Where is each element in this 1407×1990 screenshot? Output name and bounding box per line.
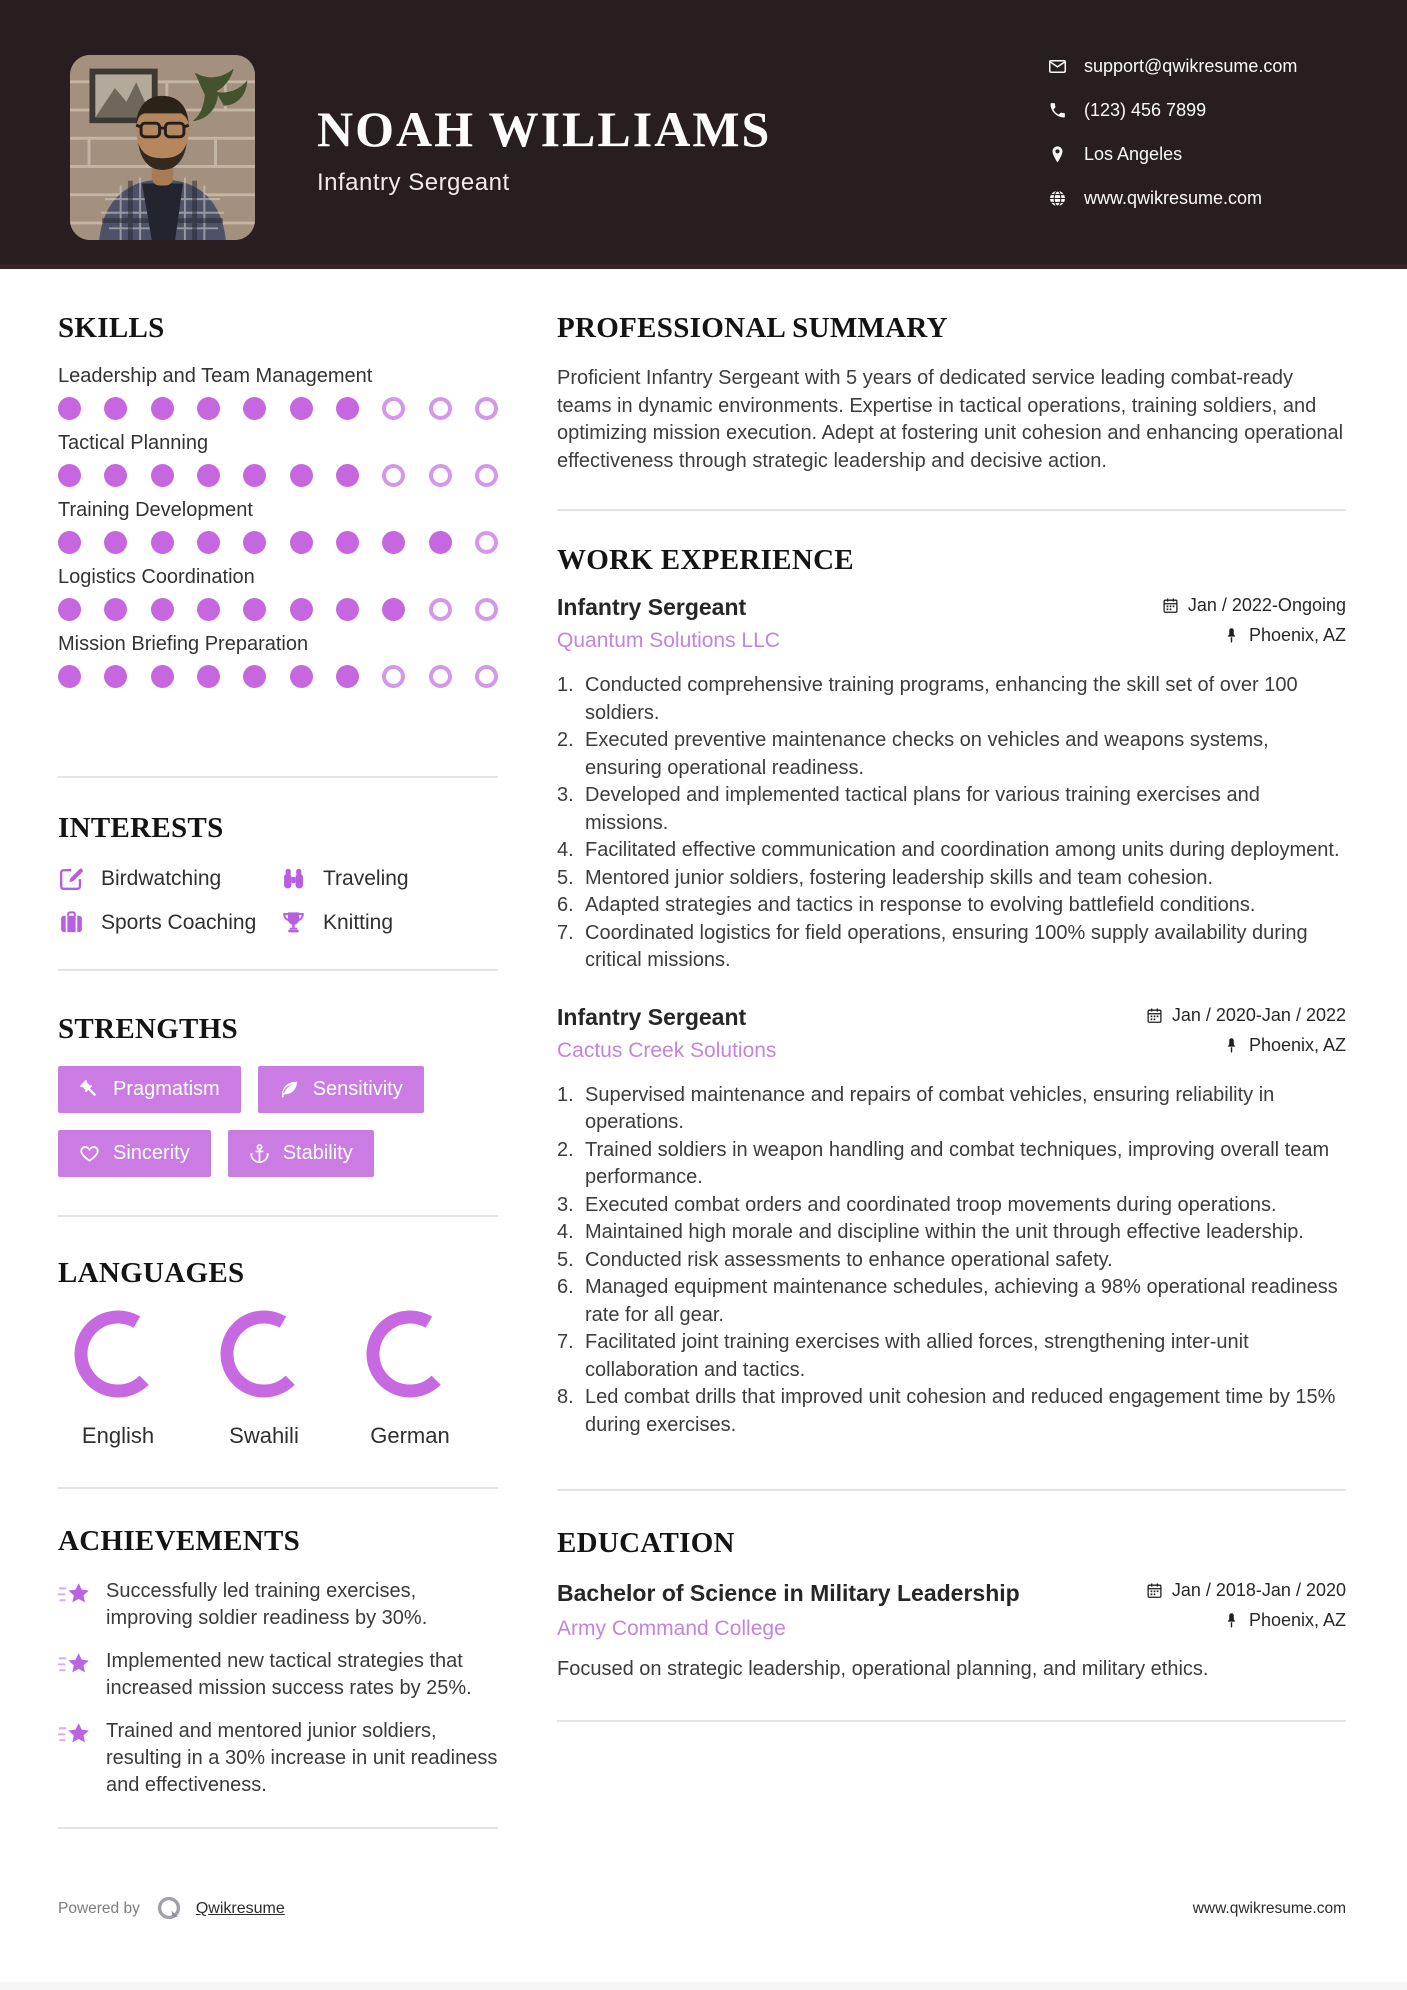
rating-dot-filled bbox=[290, 464, 313, 487]
job-bullet: Conducted comprehensive training programs, enhancing the skill set of over 100 soldiers. bbox=[585, 674, 1298, 724]
strength-chip bbox=[228, 1130, 374, 1177]
rating-dot-filled bbox=[429, 531, 452, 554]
divider bbox=[58, 969, 498, 971]
rating-dot-filled bbox=[336, 598, 359, 621]
interest-label: Sports Coaching bbox=[101, 910, 257, 934]
achievement-item bbox=[58, 1578, 498, 1632]
language-ring bbox=[366, 1310, 454, 1398]
job-company[interactable]: Cactus Creek Solutions bbox=[557, 1038, 777, 1062]
skill-item bbox=[58, 633, 498, 688]
rating-dot-filled bbox=[197, 531, 220, 554]
job-meta bbox=[1146, 1005, 1346, 1065]
skill-item bbox=[58, 566, 498, 621]
job-bullet: Trained soldiers in weapon handling and combat techniques, improving overall team performance. bbox=[585, 1138, 1330, 1188]
rating-dot-empty bbox=[382, 665, 405, 688]
job-title-block bbox=[557, 1005, 776, 1063]
achievement-text: Trained and mentored junior soldiers, resulting in a 30% increase in unit readiness and effectiveness. bbox=[106, 1720, 498, 1796]
rating-dot-filled bbox=[58, 598, 81, 621]
skill-item bbox=[58, 365, 498, 420]
interest-label: Traveling bbox=[323, 866, 409, 890]
skill-rating bbox=[58, 665, 498, 688]
right-column bbox=[557, 314, 1346, 1829]
calendar-icon bbox=[1146, 1582, 1163, 1599]
person-name: NOAH WILLIAMS bbox=[317, 101, 772, 157]
job-location bbox=[1162, 625, 1346, 646]
page-bottom-strip bbox=[0, 1982, 1407, 1990]
job-dates bbox=[1162, 595, 1346, 616]
rating-dot-empty bbox=[382, 397, 405, 420]
job-bullet: Maintained high morale and discipline within the unit through effective leadership. bbox=[585, 1221, 1304, 1243]
contact-email[interactable] bbox=[1048, 56, 1297, 77]
contact-location bbox=[1048, 144, 1297, 165]
rating-dot-filled bbox=[58, 397, 81, 420]
interest-label: Knitting bbox=[323, 910, 394, 934]
job-title: Infantry Sergeant bbox=[557, 594, 747, 620]
job-title-block bbox=[557, 595, 780, 653]
achievements-heading: ACHIEVEMENTS bbox=[58, 1525, 301, 1557]
rating-dot-filled bbox=[336, 531, 359, 554]
job-bullet: Facilitated joint training exercises with allied forces, strengthening inter-unit collaboration and tactics. bbox=[585, 1331, 1249, 1381]
skill-rating bbox=[58, 397, 498, 420]
achievement-text: Successfully led training exercises, improving soldier readiness by 30%. bbox=[106, 1580, 428, 1629]
achievement-item bbox=[58, 1718, 498, 1799]
education-dates bbox=[1146, 1580, 1346, 1601]
interest-item bbox=[280, 909, 498, 936]
rating-dot-filled bbox=[104, 665, 127, 688]
contact-email-text: support@qwikresume.com bbox=[1084, 56, 1298, 76]
main-content bbox=[0, 269, 1407, 1829]
divider bbox=[557, 1489, 1346, 1491]
job-header bbox=[557, 1005, 1346, 1065]
strengths-heading: STRENGTHS bbox=[58, 1013, 238, 1045]
profile-photo bbox=[70, 55, 255, 240]
rating-dot-filled bbox=[243, 665, 266, 688]
rating-dot-empty bbox=[475, 464, 498, 487]
rating-dot-empty bbox=[429, 665, 452, 688]
job-bullet: Managed equipment maintenance schedules, achieving a 98% operational readiness rate for all gear. bbox=[585, 1276, 1338, 1326]
anchor-icon bbox=[249, 1143, 270, 1164]
rating-dot-filled bbox=[58, 665, 81, 688]
rating-dot-filled bbox=[336, 464, 359, 487]
job-bullet: Facilitated effective communication and coordination among units during deployment. bbox=[585, 839, 1340, 861]
job-bullet-list bbox=[557, 1082, 1346, 1440]
shooting-star-icon bbox=[58, 1579, 92, 1609]
pushpin-icon bbox=[1223, 1612, 1240, 1629]
interest-item bbox=[58, 909, 280, 936]
rating-dot-filled bbox=[290, 531, 313, 554]
rating-dot-filled bbox=[290, 665, 313, 688]
gavel-icon bbox=[79, 1079, 100, 1100]
rating-dot-filled bbox=[382, 598, 405, 621]
education-school[interactable]: Army Command College bbox=[557, 1617, 786, 1640]
contact-phone-text: (123) 456 7899 bbox=[1084, 100, 1207, 120]
rating-dot-filled bbox=[197, 397, 220, 420]
achievement-item bbox=[58, 1648, 498, 1702]
job-bullet: Mentored junior soldiers, fostering leadership skills and team cohesion. bbox=[585, 866, 1214, 889]
interests-heading: INTERESTS bbox=[58, 812, 224, 844]
skill-label: Tactical Planning bbox=[58, 432, 209, 454]
job-entry bbox=[557, 595, 1346, 975]
footer bbox=[58, 1894, 1346, 1924]
rating-dot-empty bbox=[429, 464, 452, 487]
job-bullet: Supervised maintenance and repairs of combat vehicles, ensuring reliability in operations. bbox=[585, 1083, 1275, 1133]
person-title: Infantry Sergeant bbox=[317, 169, 510, 196]
rating-dot-filled bbox=[58, 531, 81, 554]
rating-dot-empty bbox=[475, 665, 498, 688]
qwikresume-link[interactable]: Qwikresume bbox=[195, 1900, 285, 1917]
strengths-list bbox=[58, 1066, 498, 1177]
divider bbox=[58, 1487, 498, 1489]
calendar-icon bbox=[1162, 597, 1179, 614]
profile-photo-illustration bbox=[70, 55, 255, 240]
job-dates-text: Jan / 2022-Ongoing bbox=[1187, 595, 1346, 615]
skill-rating bbox=[58, 598, 498, 621]
job-title: Infantry Sergeant bbox=[557, 1003, 747, 1030]
job-entry bbox=[557, 1005, 1346, 1440]
phone-icon bbox=[1048, 101, 1067, 120]
education-dates-text: Jan / 2018-Jan / 2020 bbox=[1171, 1580, 1346, 1600]
interest-label: Birdwatching bbox=[101, 866, 222, 890]
powered-by-label: Powered by bbox=[58, 1900, 140, 1917]
rating-dot-filled bbox=[243, 397, 266, 420]
qwikresume-logo-icon bbox=[155, 1894, 185, 1924]
summary-text: Proficient Infantry Sergeant with 5 years of dedicated service leading combat-ready teams in dynamic environments. Expertise in tactical operations, training soldiers, and optimizing mission execution. Adept at fostering unit cohesion and enhancing operational effectiveness through strategic leadership and decisive action. bbox=[557, 367, 1344, 472]
rating-dot-empty bbox=[475, 598, 498, 621]
name-block bbox=[317, 101, 772, 197]
language-item bbox=[350, 1310, 470, 1449]
binoculars-icon bbox=[280, 865, 307, 892]
job-location-text: Phoenix, AZ bbox=[1248, 1034, 1346, 1055]
education-entry bbox=[557, 1580, 1346, 1641]
education-description: Focused on strategic leadership, operational planning, and military ethics. bbox=[557, 1658, 1209, 1680]
contact-list bbox=[1048, 56, 1297, 232]
job-bullet: Adapted strategies and tactics in response to evolving battlefield conditions. bbox=[585, 894, 1256, 916]
rating-dot-filled bbox=[336, 665, 359, 688]
footer-website[interactable]: www.qwikresume.com bbox=[1192, 1900, 1346, 1917]
language-label: German bbox=[370, 1423, 450, 1448]
globe-icon bbox=[1048, 189, 1067, 208]
skill-label: Training Development bbox=[58, 499, 253, 521]
rating-dot-filled bbox=[58, 464, 81, 487]
rating-dot-empty bbox=[382, 464, 405, 487]
rating-dot-filled bbox=[336, 397, 359, 420]
languages-list bbox=[58, 1310, 498, 1449]
job-bullet: Conducted risk assessments to enhance operational safety. bbox=[585, 1248, 1113, 1271]
education-location bbox=[1146, 1610, 1346, 1631]
interests-list bbox=[58, 865, 498, 936]
language-ring bbox=[74, 1310, 162, 1398]
rating-dot-filled bbox=[151, 397, 174, 420]
rating-dot-filled bbox=[243, 531, 266, 554]
pushpin-icon bbox=[1223, 627, 1240, 644]
contact-website-text: www.qwikresume.com bbox=[1084, 188, 1263, 208]
rating-dot-filled bbox=[197, 598, 220, 621]
strength-label: Sincerity bbox=[113, 1142, 190, 1164]
rating-dot-filled bbox=[382, 531, 405, 554]
education-meta bbox=[1146, 1580, 1346, 1640]
skill-rating bbox=[58, 531, 498, 554]
pushpin-icon bbox=[1223, 1037, 1240, 1054]
skills-list bbox=[58, 365, 498, 688]
contact-website[interactable] bbox=[1048, 188, 1297, 209]
education-title-block bbox=[557, 1580, 1020, 1641]
rating-dot-filled bbox=[290, 598, 313, 621]
left-column bbox=[58, 314, 498, 1829]
skill-item bbox=[58, 499, 498, 554]
divider bbox=[557, 1720, 1346, 1722]
skill-label: Leadership and Team Management bbox=[58, 365, 373, 387]
rating-dot-filled bbox=[197, 464, 220, 487]
language-item bbox=[204, 1310, 324, 1449]
rating-dot-filled bbox=[151, 531, 174, 554]
rating-dot-filled bbox=[243, 598, 266, 621]
job-header bbox=[557, 595, 1346, 655]
strength-label: Sensitivity bbox=[312, 1078, 403, 1100]
job-location-text: Phoenix, AZ bbox=[1248, 625, 1346, 645]
email-icon bbox=[1048, 57, 1067, 76]
strength-chip bbox=[58, 1066, 241, 1113]
skill-item bbox=[58, 432, 498, 487]
rating-dot-empty bbox=[429, 598, 452, 621]
header bbox=[0, 0, 1407, 269]
skill-label: Mission Briefing Preparation bbox=[58, 633, 309, 655]
language-item bbox=[58, 1310, 178, 1449]
education-location-text: Phoenix, AZ bbox=[1248, 1610, 1346, 1630]
heart-icon bbox=[79, 1143, 100, 1164]
rating-dot-filled bbox=[104, 598, 127, 621]
location-icon bbox=[1048, 145, 1067, 164]
rating-dot-empty bbox=[475, 531, 498, 554]
language-label: Swahili bbox=[229, 1423, 299, 1448]
job-company[interactable]: Quantum Solutions LLC bbox=[557, 629, 780, 653]
interest-item bbox=[58, 865, 280, 892]
skill-rating bbox=[58, 464, 498, 487]
divider bbox=[557, 509, 1346, 511]
divider bbox=[58, 1827, 498, 1829]
leaf-icon bbox=[279, 1079, 300, 1100]
job-bullet: Led combat drills that improved unit cohesion and reduced engagement time by 15% during exercises. bbox=[585, 1386, 1336, 1436]
trophy-icon bbox=[280, 909, 307, 936]
achievement-text: Implemented new tactical strategies that increased mission success rates by 25%. bbox=[106, 1650, 472, 1699]
strength-chip bbox=[258, 1066, 424, 1113]
rating-dot-filled bbox=[197, 665, 220, 688]
summary-heading: PROFESSIONAL SUMMARY bbox=[557, 312, 948, 344]
rating-dot-filled bbox=[104, 531, 127, 554]
divider bbox=[58, 776, 498, 778]
education-heading: EDUCATION bbox=[557, 1527, 735, 1559]
education-degree: Bachelor of Science in Military Leadership bbox=[557, 1580, 1020, 1606]
rating-dot-filled bbox=[290, 397, 313, 420]
strength-chip bbox=[58, 1130, 211, 1177]
skill-label: Logistics Coordination bbox=[58, 566, 255, 588]
divider bbox=[58, 1215, 498, 1217]
job-bullet: Executed preventive maintenance checks on vehicles and weapons systems, ensuring operational readiness. bbox=[585, 729, 1269, 779]
contact-phone[interactable] bbox=[1048, 100, 1297, 121]
job-bullet: Coordinated logistics for field operations, ensuring 100% supply availability during critical missions. bbox=[585, 921, 1308, 971]
job-location bbox=[1146, 1035, 1346, 1056]
achievements-list bbox=[58, 1578, 498, 1799]
skills-heading: SKILLS bbox=[58, 312, 165, 344]
briefcase-icon bbox=[58, 909, 85, 936]
edit-icon bbox=[58, 865, 85, 892]
rating-dot-filled bbox=[151, 598, 174, 621]
rating-dot-filled bbox=[151, 665, 174, 688]
job-meta bbox=[1162, 595, 1346, 655]
rating-dot-empty bbox=[429, 397, 452, 420]
job-bullet: Executed combat orders and coordinated troop movements during operations. bbox=[585, 1193, 1277, 1216]
language-label: English bbox=[81, 1423, 155, 1448]
language-ring bbox=[220, 1310, 308, 1398]
rating-dot-filled bbox=[243, 464, 266, 487]
rating-dot-empty bbox=[475, 397, 498, 420]
calendar-icon bbox=[1146, 1007, 1163, 1024]
rating-dot-filled bbox=[104, 464, 127, 487]
job-bullet: Developed and implemented tactical plans for various training exercises and missions. bbox=[585, 784, 1260, 834]
rating-dot-filled bbox=[151, 464, 174, 487]
job-dates-text: Jan / 2020-Jan / 2022 bbox=[1171, 1004, 1346, 1025]
strength-label: Stability bbox=[282, 1142, 353, 1164]
experience-heading: WORK EXPERIENCE bbox=[557, 544, 854, 576]
shooting-star-icon bbox=[58, 1649, 92, 1679]
rating-dot-filled bbox=[104, 397, 127, 420]
job-bullet-list bbox=[557, 672, 1346, 975]
job-dates bbox=[1146, 1005, 1346, 1026]
languages-heading: LANGUAGES bbox=[58, 1257, 245, 1289]
shooting-star-icon bbox=[58, 1719, 92, 1749]
contact-location-text: Los Angeles bbox=[1084, 144, 1183, 164]
strength-label: Pragmatism bbox=[113, 1078, 220, 1100]
interest-item bbox=[280, 865, 498, 892]
